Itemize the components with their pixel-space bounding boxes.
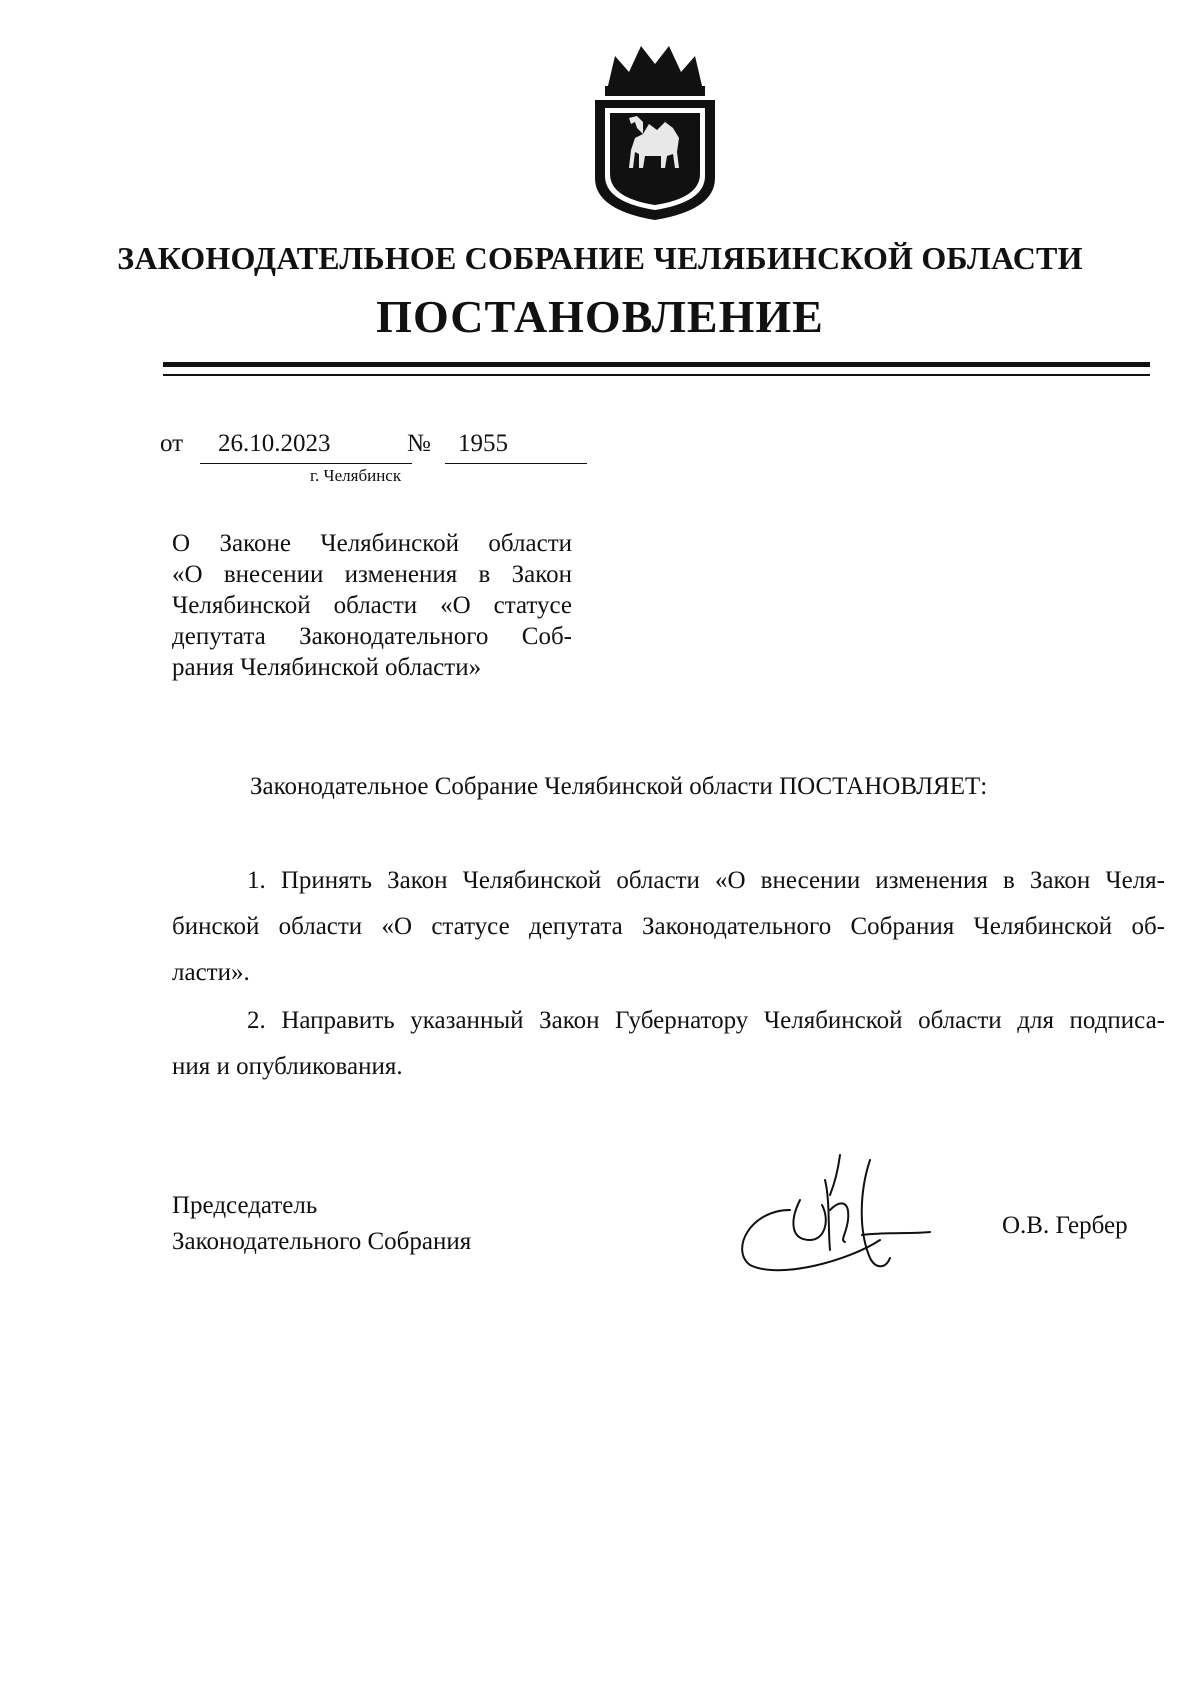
number-sign-label: № [407, 430, 431, 457]
subject-line: Челябинской области «О статусе [172, 592, 572, 619]
subject-line: депутата Законодательного Соб- [172, 623, 572, 650]
paragraph-line: бинской области «О статусе депутата Законодательного Собрания Челябинской об- [172, 913, 1165, 940]
signer-title [172, 1188, 471, 1260]
document-number: 1955 [458, 430, 508, 457]
coat-of-arms-emblem [585, 38, 725, 223]
issue-city: г. Челябинск [310, 466, 402, 485]
header-divider-thick [163, 362, 1150, 367]
signer-name: О.В. Гербер [1002, 1212, 1128, 1239]
resolution-paragraph-1 [172, 858, 1165, 996]
resolution-paragraph-2 [172, 998, 1165, 1090]
subject-line: «О внесении изменения в Закон [172, 561, 572, 588]
number-underline [445, 463, 587, 464]
paragraph-line: ния и опубликования. [172, 1053, 403, 1080]
document-date: 26.10.2023 [218, 430, 331, 457]
header-divider-thin [163, 374, 1150, 376]
paragraph-line: 2. Направить указанный Закон Губернатору Челябинской области для подписа- [247, 1007, 1165, 1034]
subject-line: рания Челябинской области» [172, 654, 482, 681]
paragraph-line: ласти». [172, 959, 250, 986]
subject-line: О Законе Челябинской области [172, 530, 572, 557]
signer-title-line: Председатель [172, 1192, 318, 1219]
handwritten-signature [730, 1140, 940, 1290]
document-type-title: ПОСТАНОВЛЕНИЕ [376, 291, 824, 342]
paragraph-line: 1. Принять Закон Челябинской области «О внесении изменения в Закон Челя- [247, 867, 1165, 894]
date-underline [200, 463, 412, 464]
document-subject [172, 528, 572, 683]
organization-name: ЗАКОНОДАТЕЛЬНОЕ СОБРАНИЕ ЧЕЛЯБИНСКОЙ ОБЛАСТИ [117, 240, 1083, 276]
signer-title-line: Законодательного Собрания [172, 1228, 472, 1255]
date-prefix-label: от [160, 430, 184, 457]
decree-intro: Законодательное Собрание Челябинской области ПОСТАНОВЛЯЕТ: [250, 773, 988, 800]
